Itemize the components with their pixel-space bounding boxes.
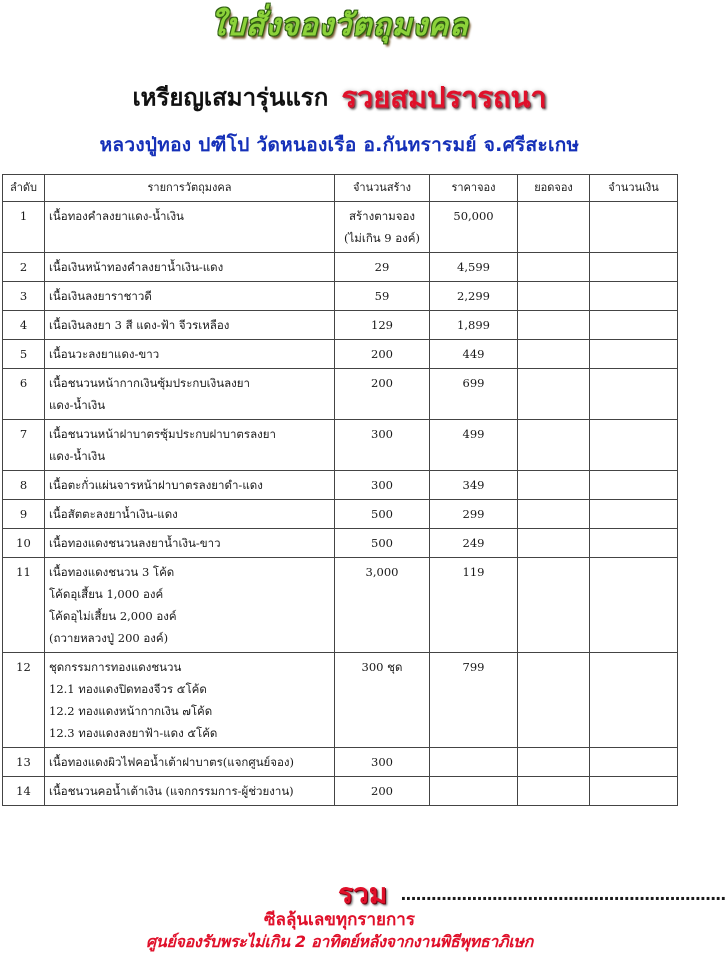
- table-row: [3, 253, 678, 282]
- row-number: 8: [3, 471, 45, 500]
- header-no: ลำดับ: [3, 175, 45, 202]
- item-price: 4,599: [430, 253, 518, 282]
- row-number: 9: [3, 500, 45, 529]
- table-row: [3, 500, 678, 529]
- item-quantity: [335, 653, 430, 748]
- amount-cell[interactable]: [590, 253, 678, 282]
- item-price: 699: [430, 369, 518, 420]
- item-line: 12.2 ทองแดงหน้ากากเงิน ๗โค้ด: [49, 704, 213, 718]
- item-name: [45, 340, 335, 369]
- item-line: 12.1 ทองแดงปิดทองจีวร ๕โค้ด: [49, 682, 207, 696]
- item-line: เนื้อทองคำลงยาแดง-น้ำเงิน: [49, 209, 184, 223]
- table-row: [3, 471, 678, 500]
- amount-cell[interactable]: [590, 202, 678, 253]
- footer-seal-note: ซีลลุ้นเลขทุกรายการ: [264, 910, 415, 930]
- item-price: 2,299: [430, 282, 518, 311]
- table-row: [3, 558, 678, 653]
- row-number: 5: [3, 340, 45, 369]
- item-quantity: [335, 340, 430, 369]
- row-number: 1: [3, 202, 45, 253]
- table-row: [3, 282, 678, 311]
- order-count-cell[interactable]: [518, 253, 590, 282]
- quantity-line: 300: [371, 478, 393, 492]
- item-line: เนื้อทองแดงชนวน 3 โค้ด: [49, 565, 175, 579]
- row-number: 2: [3, 253, 45, 282]
- item-price: 299: [430, 500, 518, 529]
- order-count-cell[interactable]: [518, 529, 590, 558]
- order-count-cell[interactable]: [518, 202, 590, 253]
- table-row: [3, 340, 678, 369]
- item-name: [45, 653, 335, 748]
- item-line: 12.3 ทองแดงลงยาฟ้า-แดง ๕โค้ด: [49, 726, 218, 740]
- item-line: โค้ดอุเสี้ยน 1,000 องค์: [49, 587, 164, 601]
- amount-cell[interactable]: [590, 311, 678, 340]
- quantity-line: 129: [371, 318, 393, 332]
- item-quantity: [335, 748, 430, 777]
- total-blank-line[interactable]: ................................................................: [400, 884, 725, 904]
- order-table: [2, 174, 678, 806]
- table-row: [3, 653, 678, 748]
- item-quantity: [335, 777, 430, 806]
- subtitle-line: [0, 74, 679, 124]
- quantity-line: สร้างตามจอง: [348, 209, 416, 223]
- item-price: 499: [430, 420, 518, 471]
- header-qty: จำนวนสร้าง: [335, 175, 430, 202]
- row-number: 10: [3, 529, 45, 558]
- table-row: [3, 369, 678, 420]
- item-line: เนื้อชนวนหน้ากากเงินซุ้มประกบเงินลงยา: [49, 376, 250, 390]
- item-name: [45, 558, 335, 653]
- item-quantity: [335, 500, 430, 529]
- amulet-edition-name: รวยสมปรารถนา: [341, 80, 547, 114]
- amount-cell[interactable]: [590, 340, 678, 369]
- quantity-line: 3,000: [365, 565, 399, 579]
- item-quantity: [335, 369, 430, 420]
- item-price: 449: [430, 340, 518, 369]
- item-line: เนื้อทองแดงชนวนลงยาน้ำเงิน-ขาว: [49, 536, 221, 550]
- quantity-line: 29: [374, 260, 390, 274]
- order-count-cell[interactable]: [518, 471, 590, 500]
- table-header-row: [3, 175, 678, 202]
- item-line: เนื้อเงินลงยาราชาวดี: [49, 289, 152, 303]
- header-amount: จำนวนเงิน: [590, 175, 678, 202]
- amount-cell[interactable]: [590, 500, 678, 529]
- item-price: 1,899: [430, 311, 518, 340]
- row-number: 11: [3, 558, 45, 653]
- quantity-line: 500: [371, 507, 393, 521]
- quantity-line: 300: [371, 755, 393, 769]
- item-name: [45, 777, 335, 806]
- item-price: 50,000: [430, 202, 518, 253]
- row-number: 14: [3, 777, 45, 806]
- item-name: [45, 500, 335, 529]
- table-row: [3, 202, 678, 253]
- item-quantity: [335, 311, 430, 340]
- item-line: เนื้อชนวนคอน้ำเต้าเงิน (แจกกรรมการ-ผู้ช่วยงาน): [49, 784, 294, 798]
- amount-cell[interactable]: [590, 529, 678, 558]
- order-form-banner: ใบสั่งจองวัตถุมงคล: [210, 8, 469, 43]
- banner-wrap: [0, 6, 679, 46]
- table-row: [3, 777, 678, 806]
- quantity-line: 300: [371, 427, 393, 441]
- footer-delivery-note: ศูนย์จองรับพระไม่เกิน 2 อาทิตย์หลังจากงานพิธีพุทธาภิเษก: [145, 932, 534, 951]
- amount-cell[interactable]: [590, 471, 678, 500]
- amount-cell[interactable]: [590, 777, 678, 806]
- amulet-series-title: เหรียญเสมารุ่นแรก: [132, 83, 329, 112]
- row-number: 12: [3, 653, 45, 748]
- item-quantity: [335, 202, 430, 253]
- item-name: [45, 202, 335, 253]
- table-row: [3, 420, 678, 471]
- item-name: [45, 748, 335, 777]
- row-number: 3: [3, 282, 45, 311]
- order-count-cell[interactable]: [518, 282, 590, 311]
- item-name: [45, 420, 335, 471]
- item-name: [45, 369, 335, 420]
- amount-cell[interactable]: [590, 369, 678, 420]
- item-quantity: [335, 529, 430, 558]
- table-row: [3, 748, 678, 777]
- table-body: [3, 202, 678, 806]
- item-quantity: [335, 558, 430, 653]
- item-line: แดง-น้ำเงิน: [49, 449, 106, 463]
- item-price: [430, 777, 518, 806]
- order-count-cell[interactable]: [518, 420, 590, 471]
- amount-cell[interactable]: [590, 653, 678, 748]
- item-line: โค้ดอุไม่เสี้ยน 2,000 องค์: [49, 609, 177, 623]
- item-line: เนื้อเงินลงยา 3 สี แดง-ฟ้า จีวรเหลือง: [49, 318, 230, 332]
- order-count-cell[interactable]: [518, 777, 590, 806]
- amount-cell[interactable]: [590, 748, 678, 777]
- item-line: เนื้อเงินหน้าทองคำลงยาน้ำเงิน-แดง: [49, 260, 224, 274]
- amount-cell[interactable]: [590, 420, 678, 471]
- header-order-count: ยอดจอง: [518, 175, 590, 202]
- amount-cell[interactable]: [590, 558, 678, 653]
- item-price: 249: [430, 529, 518, 558]
- item-quantity: [335, 420, 430, 471]
- header-item: รายการวัตถุมงคล: [45, 175, 335, 202]
- item-name: [45, 311, 335, 340]
- quantity-line: 200: [371, 376, 393, 390]
- item-name: [45, 253, 335, 282]
- order-count-cell[interactable]: [518, 311, 590, 340]
- monk-temple-line: หลวงปู่ทอง ปฑีโป วัดหนองเรือ อ.กันทรารมย์ จ.ศรีสะเกษ: [99, 134, 580, 156]
- item-line: เนื้อชนวนหน้าฝาบาตรซุ้มประกบฝาบาตรลงยา: [49, 427, 276, 441]
- item-line: ชุดกรรมการทองแดงชนวน: [49, 660, 182, 674]
- item-quantity: [335, 282, 430, 311]
- item-line: (ถวายหลวงปู่ 200 องค์): [49, 631, 169, 645]
- row-number: 13: [3, 748, 45, 777]
- amount-cell[interactable]: [590, 282, 678, 311]
- quantity-line: (ไม่เกิน 9 องค์): [344, 231, 420, 245]
- item-name: [45, 282, 335, 311]
- quantity-line: 500: [371, 536, 393, 550]
- quantity-line: 59: [374, 289, 390, 303]
- quantity-line: 300 ชุด: [361, 660, 403, 674]
- item-quantity: [335, 253, 430, 282]
- item-price: [430, 748, 518, 777]
- item-line: แดง-น้ำเงิน: [49, 398, 106, 412]
- total-label: รวม: [338, 877, 388, 910]
- table-row: [3, 311, 678, 340]
- quantity-line: 200: [371, 347, 393, 361]
- item-line: เนื้อสัตตะลงยาน้ำเงิน-แดง: [49, 507, 178, 521]
- header-price: ราคาจอง: [430, 175, 518, 202]
- order-count-cell[interactable]: [518, 748, 590, 777]
- row-number: 6: [3, 369, 45, 420]
- item-price: 349: [430, 471, 518, 500]
- table-row: [3, 529, 678, 558]
- item-line: เนื้อนวะลงยาแดง-ขาว: [49, 347, 160, 361]
- row-number: 7: [3, 420, 45, 471]
- order-count-cell[interactable]: [518, 500, 590, 529]
- item-line: เนื้อตะกั่วแผ่นจารหน้าฝาบาตรลงยาดำ-แดง: [49, 478, 263, 492]
- order-count-cell[interactable]: [518, 369, 590, 420]
- quantity-line: 200: [371, 784, 393, 798]
- row-number: 4: [3, 311, 45, 340]
- item-quantity: [335, 471, 430, 500]
- item-line: เนื้อทองแดงผิวไฟคอน้ำเต้าฝาบาตร(แจกศูนย์จอง): [49, 755, 295, 769]
- item-price: 119: [430, 558, 518, 653]
- item-price: 799: [430, 653, 518, 748]
- order-count-cell[interactable]: [518, 558, 590, 653]
- order-count-cell[interactable]: [518, 653, 590, 748]
- item-name: [45, 529, 335, 558]
- item-name: [45, 471, 335, 500]
- order-count-cell[interactable]: [518, 340, 590, 369]
